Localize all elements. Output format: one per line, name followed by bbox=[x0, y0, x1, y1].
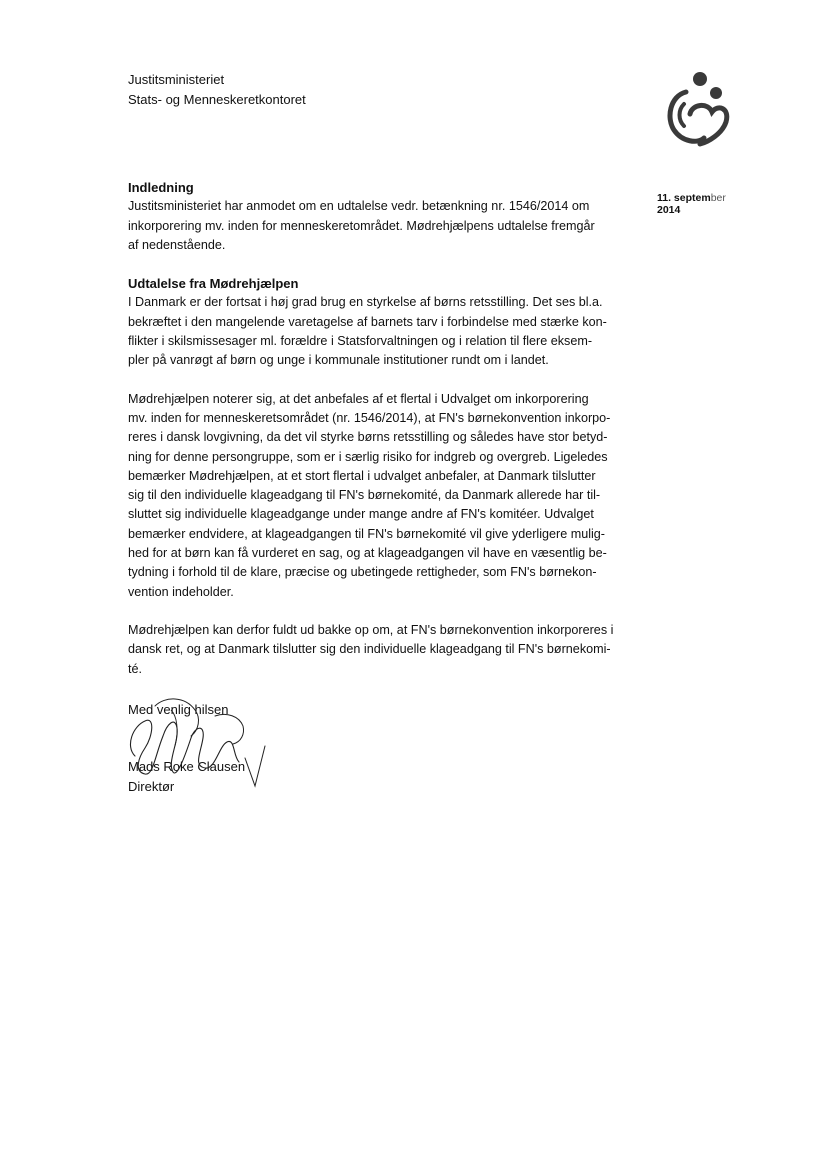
text-line: reres i dansk lovgivning, da det vil styrke børns retsstilling og således have stor betyd- bbox=[128, 430, 608, 445]
heading-indledning: Indledning bbox=[128, 180, 194, 195]
recipient-block bbox=[128, 70, 306, 110]
text-line: bemærker Mødrehjælpen, at et stort flertal i udvalget anbefaler, at Danmark tilslutter bbox=[128, 468, 596, 483]
paragraph-recommendation bbox=[128, 390, 658, 602]
date-day-month: 11. september bbox=[657, 192, 726, 204]
text-line: té. bbox=[128, 661, 143, 676]
text-line: Justitsministeriet har anmodet om en udtalelse vedr. betænkning nr. 1546/2014 om bbox=[128, 199, 590, 214]
text-line: I Danmark er der fortsat i høj grad brug en styrkelse af børns retsstilling. Det ses bl.a. bbox=[128, 295, 603, 310]
letter-date bbox=[657, 192, 747, 216]
text-line: ning for denne persongruppe, som er i særlig risiko for indgreb og overgreb. Ligeledes bbox=[128, 449, 608, 464]
text-line: bemærker endvidere, at klageadgangen til FN's børnekomité vil give yderligere mulig- bbox=[128, 526, 605, 541]
paragraph-conclusion bbox=[128, 621, 658, 679]
recipient-line-2: Stats- og Menneskeretkontoret bbox=[128, 92, 306, 107]
text-line: pler på vanrøgt af børn og unge i kommunale institutioner rundt om i landet. bbox=[128, 353, 549, 368]
letter-body bbox=[128, 178, 658, 679]
signer-title: Direktør bbox=[128, 779, 175, 794]
recipient-line-1: Justitsministeriet bbox=[128, 72, 225, 87]
paragraph-intro bbox=[128, 197, 658, 255]
closing-greeting: Med venlig hilsen bbox=[128, 702, 229, 717]
text-line: af nedenstående. bbox=[128, 237, 226, 252]
text-line: mv. inden for menneskeretsområdet (nr. 1546/2014), at FN's børnekonvention inkorpo- bbox=[128, 410, 611, 425]
heading-udtalelse: Udtalelse fra Mødrehjælpen bbox=[128, 276, 299, 292]
date-year: 2014 bbox=[657, 204, 681, 216]
text-line: bekræftet i den mangelende varetagelse af barnets tarv i forbindelse med stærke kon- bbox=[128, 314, 607, 329]
signer-block bbox=[128, 757, 245, 797]
modrehjaelpen-logo-icon bbox=[664, 70, 734, 150]
text-line: flikter i skilsmissesager ml. forældre i Statsforvaltningen og i relation til flere eksem- bbox=[128, 334, 593, 349]
text-line: inkorporering mv. inden for menneskeretområdet. Mødrehjælpens udtalelse fremgår bbox=[128, 218, 595, 233]
paragraph-statement bbox=[128, 293, 658, 370]
text-line: sluttet sig individuelle klageadgange under mange andre af FN's komitéer. Udvalget bbox=[128, 507, 594, 522]
signer-name: Mads Roke Clausen bbox=[128, 759, 246, 774]
text-line: Mødrehjælpen noterer sig, at det anbefales af et flertal i Udvalget om inkorporering bbox=[128, 391, 589, 406]
text-line: dansk ret, og at Danmark tilslutter sig den individuelle klageadgang til FN's børnekomi- bbox=[128, 642, 611, 657]
text-line: sig til den individuelle klageadgang til FN's børnekomité, da Danmark allerede har til- bbox=[128, 488, 601, 503]
text-line: vention indeholder. bbox=[128, 584, 234, 599]
text-line: hed for at børn kan få vurderet en sag, og at klageadgangen vil have en væsentlig be- bbox=[128, 546, 607, 561]
text-line: Mødrehjælpen kan derfor fuldt ud bakke op om, at FN's børnekonvention inkorporeres i bbox=[128, 622, 614, 637]
text-line: tydning i forhold til de klare, præcise og ubetingede rettigheder, som FN's børnekon- bbox=[128, 565, 597, 580]
